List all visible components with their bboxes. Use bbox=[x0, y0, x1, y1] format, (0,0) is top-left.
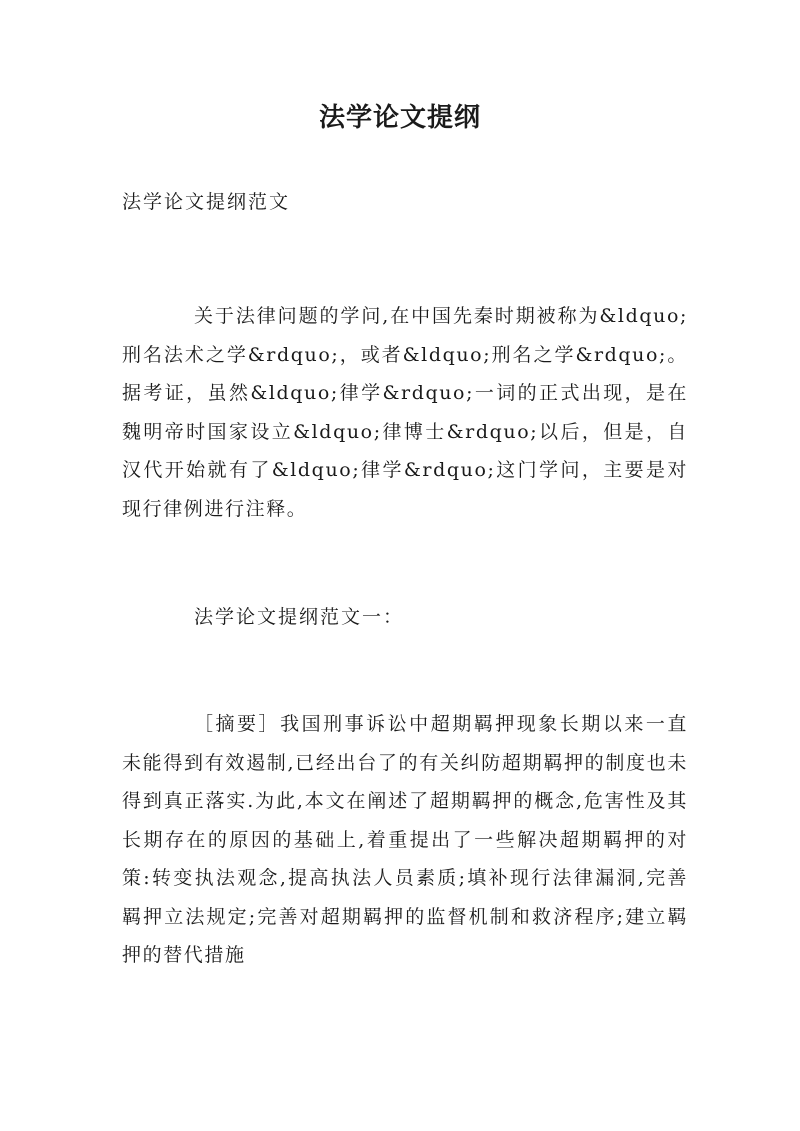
intro-paragraph: 关于法律问题的学问,在中国先秦时期被称为&ldquo;刑名法术之学&rdquo;，或者&ldquo;刑名之学&rdquo;。据考证，虽然&ldquo;律学&rdquo;一词的正式出现，是在魏明帝时国家设立&ldquo;律博士&rdquo;以后，但是，自汉代开始就有了&ldquo;律学&rdquo;这门学问，主要是对现行律例进行注释。 bbox=[122, 305, 688, 520]
section-heading: 法学论文提纲范文一： bbox=[194, 606, 405, 628]
abstract-paragraph: ［摘要］我国刑事诉讼中超期羁押现象长期以来一直未能得到有效遏制,已经出台了的有关纠防超期羁押的制度也未得到真正落实.为此,本文在阐述了超期羁押的概念,危害性及其长期存在的原因的基础上,着重提出了一些解决超期羁押的对策:转变执法观念,提高执法人员素质;填补现行法律漏洞,完善羁押立法规定;完善对超期羁押的监督机制和救济程序;建立羁押的替代措施 bbox=[122, 713, 688, 966]
document-title: 法学论文提纲 bbox=[318, 103, 481, 133]
document-subtitle: 法学论文提纲范文 bbox=[122, 191, 291, 213]
